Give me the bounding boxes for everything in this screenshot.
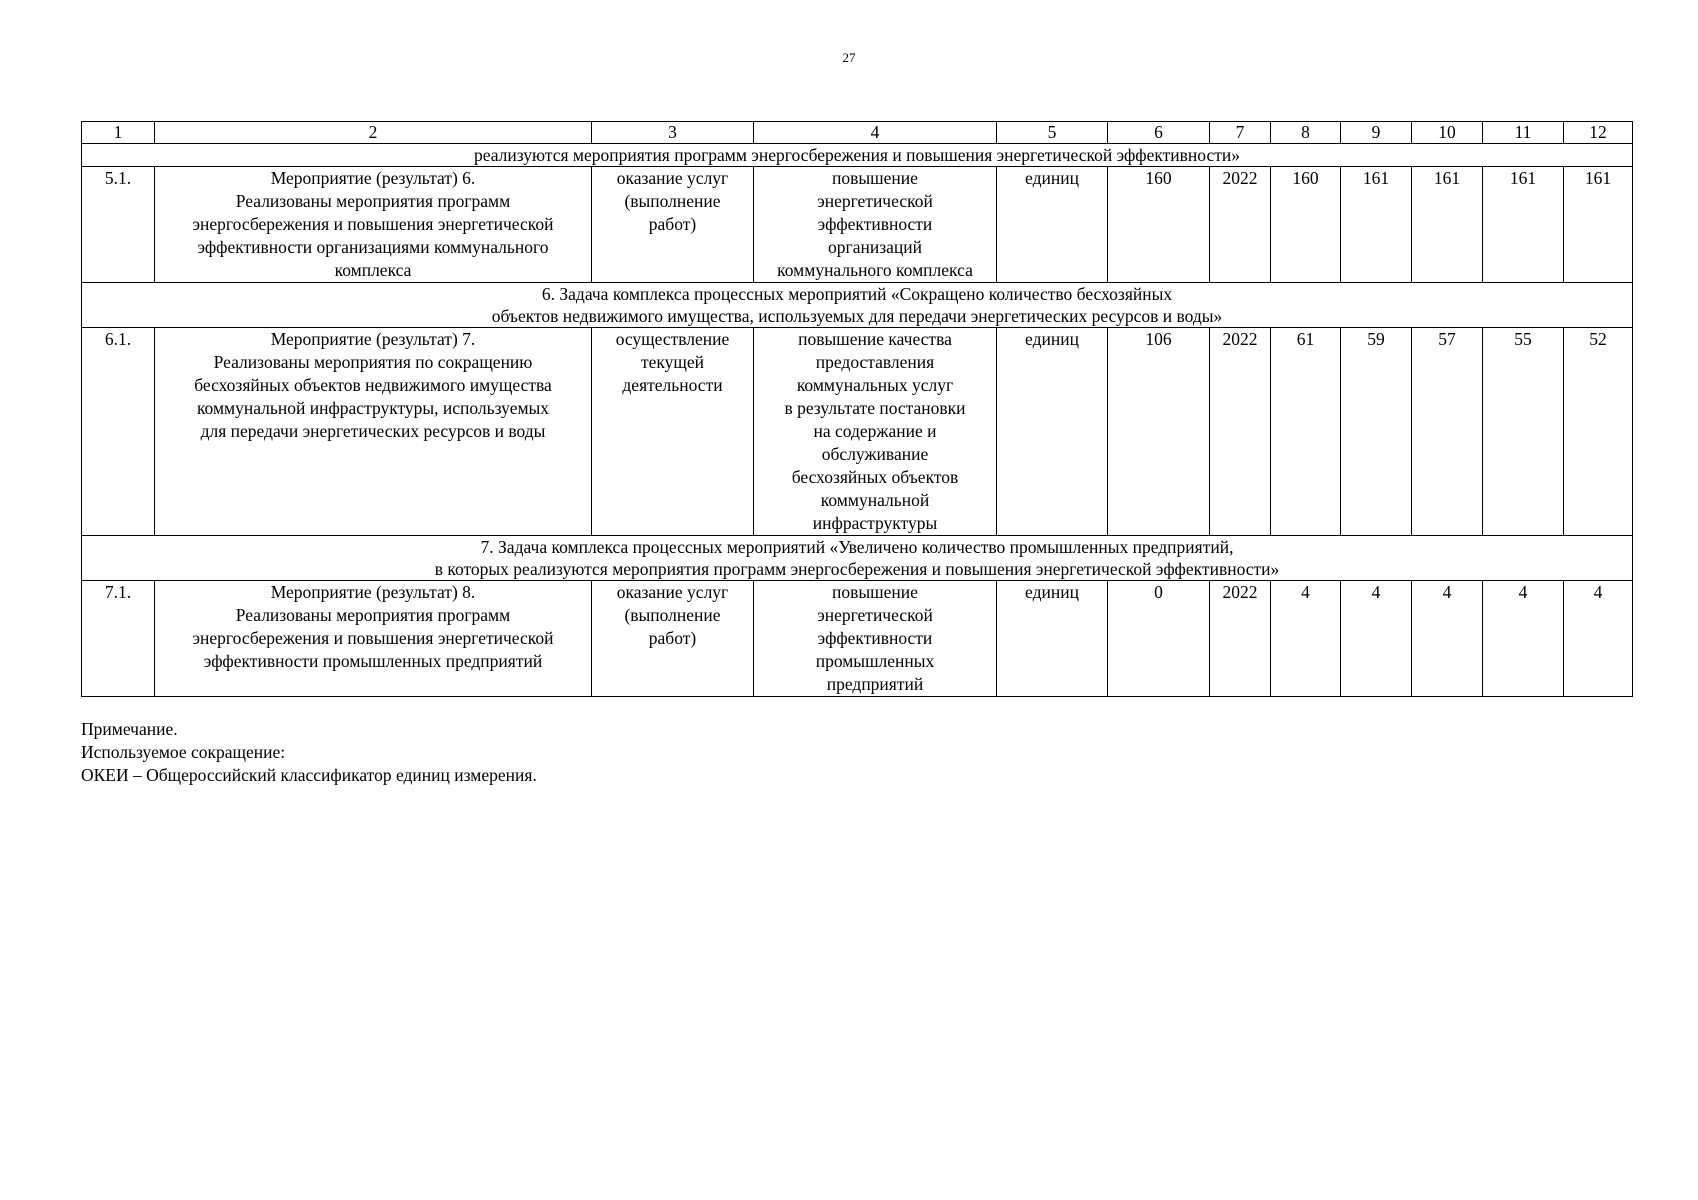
year-value: 160	[1271, 167, 1341, 283]
year-value: 4	[1341, 581, 1412, 697]
measure-name-line: эффективности организациями коммунального	[197, 237, 549, 257]
column-number: 6	[1108, 122, 1210, 144]
column-number: 2	[155, 122, 592, 144]
measure-type-line: работ)	[648, 214, 697, 234]
column-number: 9	[1341, 122, 1412, 144]
section-heading	[82, 144, 1633, 167]
year-value: 55	[1483, 328, 1564, 536]
measure-type-line: осуществление	[615, 329, 730, 349]
measure-type-line: текущей	[640, 352, 705, 372]
column-number: 8	[1271, 122, 1341, 144]
year-value: 61	[1271, 328, 1341, 536]
measure-name-line: Реализованы мероприятия программ	[235, 605, 511, 625]
measure-description-line: коммунального комплекса	[777, 260, 973, 280]
measure-type-line: (выполнение	[624, 191, 721, 211]
measure-description-line: бесхозяйных объектов	[791, 467, 959, 487]
measure-name-line: Реализованы мероприятия программ	[235, 191, 511, 211]
section-heading-row	[82, 283, 1633, 328]
table-row	[82, 581, 1633, 697]
measure-description-line: коммунальных услуг	[796, 375, 954, 395]
section-heading-row	[82, 536, 1633, 581]
measure-name-line: Мероприятие (результат) 6.	[270, 168, 476, 188]
measure-type-line: оказание услуг	[616, 168, 729, 188]
section-heading-line: объектов недвижимого имущества, используемых для передачи энергетических ресурсов и воды»	[491, 306, 1223, 326]
measure-description-line: предприятий	[826, 674, 924, 694]
table-row	[82, 328, 1633, 536]
base-value: 0	[1108, 581, 1210, 697]
measure-description-line: в результате постановки	[784, 398, 966, 418]
section-heading	[82, 283, 1633, 328]
year-value: 4	[1271, 581, 1341, 697]
measure-name	[155, 581, 592, 697]
row-number: 5.1.	[82, 167, 155, 283]
measure-description-line: повышение качества	[798, 329, 952, 349]
measure-name-line: для передачи энергетических ресурсов и воды	[200, 421, 546, 441]
measure-description	[754, 581, 997, 697]
year-value: 4	[1412, 581, 1483, 697]
base-year: 2022	[1210, 328, 1271, 536]
base-value: 106	[1108, 328, 1210, 536]
measure-description-line: энергетической	[817, 605, 933, 625]
measure-description-line: эффективности	[817, 628, 933, 648]
measure-description-line: промышленных	[815, 651, 935, 671]
measure-name-line: Реализованы мероприятия по сокращению	[213, 352, 533, 372]
base-year: 2022	[1210, 581, 1271, 697]
year-value: 161	[1483, 167, 1564, 283]
measure-name-line: коммунальной инфраструктуры, используемых	[196, 398, 550, 418]
measure-description-line: организаций	[828, 237, 922, 257]
year-value: 161	[1564, 167, 1633, 283]
measure-type-line: оказание услуг	[616, 582, 729, 602]
section-heading-row	[82, 144, 1633, 167]
unit: единиц	[997, 328, 1108, 536]
page-number: 27	[842, 50, 856, 65]
row-number: 6.1.	[82, 328, 155, 536]
measure-name-line: энергосбережения и повышения энергетической	[192, 214, 554, 234]
measure-name	[155, 167, 592, 283]
measure-description-line: предоставления	[815, 352, 935, 372]
section-heading-line: в которых реализуются мероприятия программ энергосбережения и повышения энергетической эффективности»	[434, 559, 1280, 579]
note-title: Примечание.	[81, 719, 178, 739]
row-number: 7.1.	[82, 581, 155, 697]
table-row	[82, 167, 1633, 283]
measure-description-line: коммунальной	[820, 490, 930, 510]
measure-description-line: повышение	[832, 582, 918, 602]
measure-description-line: повышение	[832, 168, 918, 188]
measure-type	[592, 167, 754, 283]
unit: единиц	[997, 581, 1108, 697]
measure-description-line: энергетической	[817, 191, 933, 211]
year-value: 4	[1564, 581, 1633, 697]
base-value: 160	[1108, 167, 1210, 283]
measure-name-line: Мероприятие (результат) 8.	[270, 582, 476, 602]
measure-name-line: Мероприятие (результат) 7.	[270, 329, 476, 349]
measure-type	[592, 328, 754, 536]
column-number: 5	[997, 122, 1108, 144]
measure-description	[754, 328, 997, 536]
measure-name-line: эффективности промышленных предприятий	[203, 651, 543, 671]
base-year: 2022	[1210, 167, 1271, 283]
section-heading-line: реализуются мероприятия программ энергосбережения и повышения энергетической эффективности»	[473, 145, 1241, 165]
year-value: 161	[1412, 167, 1483, 283]
measure-description-line: эффективности	[817, 214, 933, 234]
column-number: 12	[1564, 122, 1633, 144]
measure-description	[754, 167, 997, 283]
notes	[81, 718, 537, 787]
measure-description-line: инфраструктуры	[812, 513, 938, 533]
measure-type	[592, 581, 754, 697]
measure-type-line: (выполнение	[624, 605, 721, 625]
column-number: 10	[1412, 122, 1483, 144]
column-number: 11	[1483, 122, 1564, 144]
note-line: Используемое сокращение:	[81, 742, 286, 762]
measure-type-line: деятельности	[622, 375, 723, 395]
measure-name-line: энергосбережения и повышения энергетической	[192, 628, 554, 648]
measure-description-line: на содержание и	[813, 421, 937, 441]
measures-table	[81, 121, 1633, 697]
note-line: ОКЕИ – Общероссийский классификатор единиц измерения.	[81, 765, 537, 785]
year-value: 57	[1412, 328, 1483, 536]
measure-type-line: работ)	[648, 628, 697, 648]
column-number: 1	[82, 122, 155, 144]
section-heading	[82, 536, 1633, 581]
measure-description-line: обслуживание	[821, 444, 929, 464]
section-heading-line: 6. Задача комплекса процессных мероприятий «Сокращено количество бесхозяйных	[541, 284, 1173, 304]
column-number: 4	[754, 122, 997, 144]
year-value: 4	[1483, 581, 1564, 697]
year-value: 52	[1564, 328, 1633, 536]
section-heading-line: 7. Задача комплекса процессных мероприятий «Увеличено количество промышленных предприятий,	[480, 537, 1234, 557]
column-number: 7	[1210, 122, 1271, 144]
year-value: 161	[1341, 167, 1412, 283]
year-value: 59	[1341, 328, 1412, 536]
column-number-row	[82, 122, 1633, 144]
measure-name	[155, 328, 592, 536]
column-number: 3	[592, 122, 754, 144]
measure-name-line: бесхозяйных объектов недвижимого имущества	[194, 375, 552, 395]
measure-name-line: комплекса	[334, 260, 412, 280]
unit: единиц	[997, 167, 1108, 283]
